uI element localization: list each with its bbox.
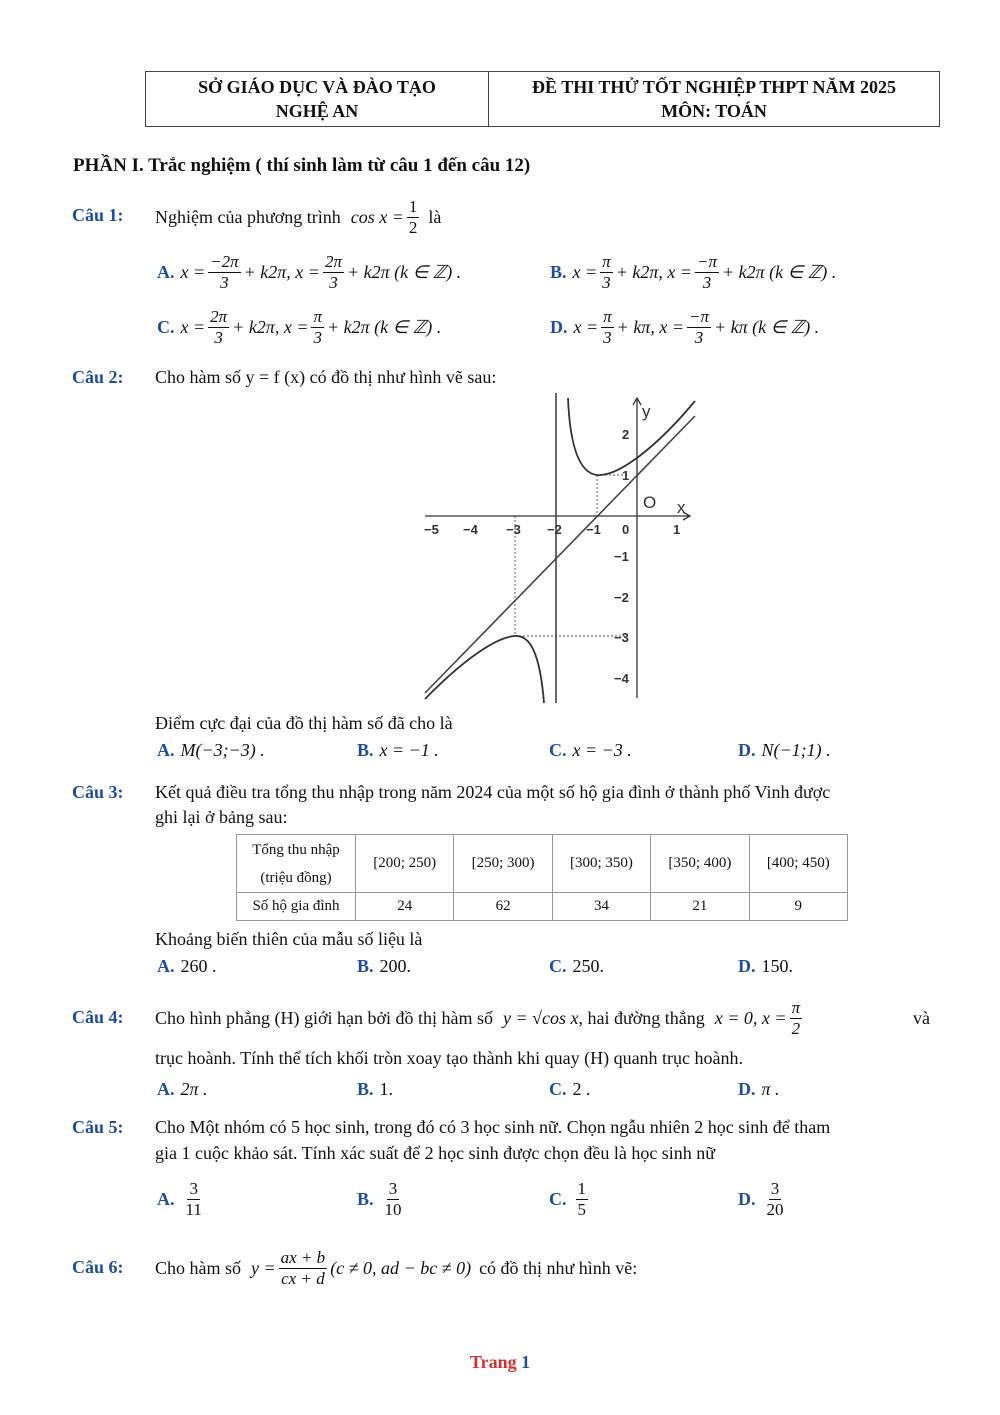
- header-province: NGHỆ AN: [275, 101, 359, 121]
- q2-label: Câu 2:: [72, 367, 124, 387]
- frac-num: 1: [577, 1178, 586, 1198]
- q1-text: Nghiệm của phương trình: [155, 206, 341, 227]
- table-interval: [400; 450): [749, 835, 847, 893]
- option-key: B.: [357, 1188, 374, 1209]
- option-text: 2π .: [180, 1079, 208, 1099]
- option-key: D.: [738, 740, 756, 760]
- frac-den: 2: [791, 1018, 801, 1038]
- q3-option-d[interactable]: [738, 956, 793, 977]
- q2-text: Cho hàm số y = f (x) có đồ thị như hình vẽ sau:: [155, 367, 497, 387]
- option-key: D.: [738, 956, 756, 976]
- frac-den: 20: [766, 1199, 784, 1219]
- q3-line1: Kết quả điều tra tổng thu nhập trong năm 2024 của một số hộ gia đình ở thành phố Vinh được: [155, 782, 831, 802]
- table-cell: 24: [356, 893, 454, 921]
- q1-option-b[interactable]: [550, 247, 836, 297]
- frac-den: 5: [577, 1199, 586, 1219]
- header-left: [146, 72, 489, 126]
- table-interval: [200; 250): [356, 835, 454, 893]
- q3-option-a[interactable]: [157, 956, 217, 977]
- x-tick-label: −5: [424, 522, 439, 537]
- option-text: 1.: [379, 1079, 394, 1099]
- frac-num: −π: [688, 306, 709, 326]
- q2-question: Điểm cực đại của đồ thị hàm số đã cho là: [155, 713, 453, 733]
- q1-option-a[interactable]: [157, 247, 461, 297]
- option-part: + k2π (k ∈ ℤ) .: [721, 261, 837, 282]
- option-key: A.: [157, 261, 175, 282]
- frac-den: 3: [603, 327, 612, 347]
- q4-option-d[interactable]: [738, 1079, 780, 1100]
- frac-num: 2π: [324, 251, 342, 271]
- option-key: A.: [157, 956, 175, 976]
- table-head-label: [237, 835, 356, 893]
- frac-num: ax + b: [280, 1247, 326, 1267]
- x-tick-label: −1: [586, 522, 601, 537]
- frac-den: 3: [602, 272, 611, 292]
- frac-den: 3: [214, 327, 223, 347]
- q4-text: và: [913, 1007, 930, 1028]
- q3-option-c[interactable]: [549, 956, 604, 977]
- section-title: PHẦN I. Trắc nghiệm ( thí sinh làm từ câu 1 đến câu 12): [73, 155, 531, 176]
- frac-den: 3: [694, 327, 704, 347]
- frac-den: 10: [384, 1199, 402, 1219]
- x-tick-label: −3: [506, 522, 521, 537]
- frac-den: 3: [702, 272, 712, 292]
- q4-line2: trục hoành. Tính thể tích khối tròn xoay tạo thành khi quay (H) quanh trục hoành.: [155, 1048, 744, 1068]
- x-tick-label: −4: [463, 522, 478, 537]
- table-row: [237, 893, 848, 921]
- option-fraction: [765, 1179, 786, 1220]
- option-key: B.: [357, 740, 374, 760]
- option-fraction: [601, 307, 614, 348]
- q2-option-d[interactable]: [738, 740, 831, 761]
- y-tick-label: −4: [614, 671, 629, 686]
- table-row-label: Số hộ gia đình: [237, 893, 356, 921]
- option-part: x =: [573, 316, 599, 337]
- option-key: B.: [357, 1079, 374, 1099]
- q4-text: Cho hình phẳng (H) giới hạn bởi đồ thị hàm số: [155, 1007, 494, 1028]
- option-fraction: [600, 252, 613, 293]
- footer-word: Trang: [469, 1352, 517, 1372]
- table-interval: [250; 300): [454, 835, 552, 893]
- option-key: B.: [550, 261, 567, 282]
- option-text: x = −1 .: [379, 740, 439, 760]
- origin-label: O: [643, 493, 657, 512]
- x-tick-label: 1: [673, 522, 681, 537]
- option-part: + kπ, x =: [616, 316, 684, 337]
- q5-option-b[interactable]: [357, 1172, 407, 1226]
- q4-text: , hai đường thẳng: [578, 1007, 705, 1028]
- frac-den: cx + d: [281, 1268, 325, 1288]
- option-part: x =: [572, 261, 598, 282]
- table-cell: 21: [651, 893, 749, 921]
- header-department: SỞ GIÁO DỤC VÀ ĐÀO TẠO: [198, 77, 436, 97]
- option-fraction: [184, 1179, 204, 1220]
- q6-condition: (c ≠ 0, ad − bc ≠ 0): [330, 1257, 472, 1278]
- option-key: C.: [549, 740, 567, 760]
- page-footer: [0, 1352, 1000, 1373]
- option-key: D.: [738, 1079, 756, 1099]
- q3-label: Câu 3:: [72, 782, 124, 802]
- q1-option-c[interactable]: [157, 302, 441, 352]
- q2-option-c[interactable]: [549, 740, 632, 761]
- option-key: D.: [738, 1188, 756, 1209]
- y-tick-label: −3: [614, 630, 629, 645]
- q2-option-b[interactable]: [357, 740, 439, 761]
- frac-num: −π: [696, 251, 717, 271]
- q2-graph: [420, 393, 700, 705]
- frac-den: 3: [220, 272, 229, 292]
- option-part: + k2π, x =: [232, 316, 309, 337]
- frac-num: 2π: [210, 306, 228, 326]
- frac-num: 3: [770, 1178, 780, 1198]
- option-fraction: [576, 1179, 589, 1220]
- option-text: x = −3 .: [572, 740, 632, 760]
- q3-line2: ghi lại ở bảng sau:: [155, 807, 288, 827]
- q4-function: y = √cos x: [503, 1007, 579, 1028]
- exam-header: [145, 71, 940, 127]
- q1-label: Câu 1:: [72, 205, 124, 225]
- q1-fraction: [407, 197, 420, 238]
- frac-num: π: [602, 251, 611, 271]
- q1-frac-den: 2: [408, 217, 418, 237]
- option-key: C.: [549, 1079, 567, 1099]
- table-cell: 9: [749, 893, 847, 921]
- table-cell: 62: [454, 893, 552, 921]
- option-fraction: [311, 307, 324, 348]
- option-part: + k2π (k ∈ ℤ) .: [346, 261, 462, 282]
- option-key: C.: [549, 956, 567, 976]
- q2-option-a[interactable]: [157, 740, 265, 761]
- table-header-row: [237, 835, 848, 893]
- option-fraction: [383, 1179, 404, 1220]
- option-fraction: [695, 252, 719, 293]
- option-key: B.: [357, 956, 374, 976]
- x-tick-label: 0: [622, 522, 630, 537]
- q3-option-b[interactable]: [357, 956, 411, 977]
- q5-option-a[interactable]: [157, 1172, 207, 1226]
- q4-option-c[interactable]: [549, 1079, 591, 1100]
- y-tick-label: −1: [614, 549, 629, 564]
- frac-num: π: [791, 997, 801, 1017]
- y-tick-label: −2: [614, 590, 629, 605]
- frac-num: 3: [189, 1178, 198, 1198]
- option-key: A.: [157, 1079, 175, 1099]
- q3-question: Khoảng biến thiên của mẫu số liệu là: [155, 929, 423, 949]
- option-text: 2 .: [572, 1079, 591, 1099]
- q5-option-c[interactable]: [549, 1172, 591, 1226]
- option-text: π .: [761, 1079, 780, 1099]
- q5-option-d[interactable]: [738, 1172, 789, 1226]
- y-tick-label: 2: [622, 427, 630, 442]
- q4-label: Câu 4:: [72, 1007, 124, 1027]
- table-interval: [300; 350): [552, 835, 650, 893]
- x-tick-label: −2: [547, 522, 562, 537]
- option-key: C.: [157, 316, 175, 337]
- q6-fraction: [279, 1248, 328, 1289]
- option-part: x =: [180, 261, 206, 282]
- q1-option-d[interactable]: [550, 302, 819, 352]
- option-fraction: [323, 252, 344, 293]
- header-subject: MÔN: TOÁN: [661, 101, 767, 121]
- q4-fraction: [790, 998, 803, 1039]
- table-head-line: Tổng thu nhập: [252, 841, 340, 858]
- frac-num: 3: [388, 1178, 398, 1198]
- option-part: x =: [180, 316, 206, 337]
- option-text: 150.: [761, 956, 793, 976]
- option-key: A.: [157, 1188, 175, 1209]
- q1-equation: cos x =: [350, 206, 404, 227]
- option-fraction: [208, 307, 229, 348]
- option-text: 200.: [379, 956, 412, 976]
- frac-num: π: [313, 306, 322, 326]
- option-part: + k2π (k ∈ ℤ) .: [327, 316, 442, 337]
- y-tick-label: 1: [622, 468, 630, 483]
- option-text: 260 .: [180, 956, 217, 976]
- q6-y-eq: y =: [251, 1257, 276, 1278]
- option-text: M(−3;−3) .: [180, 740, 265, 760]
- option-part: + k2π, x =: [243, 261, 320, 282]
- option-part: + k2π, x =: [615, 261, 692, 282]
- q6-text: Cho hàm số: [155, 1257, 242, 1278]
- frac-den: 11: [185, 1199, 202, 1219]
- curve-left-branch: [425, 636, 544, 703]
- oblique-asymptote: [425, 416, 695, 693]
- q6-label: Câu 6:: [72, 1257, 124, 1277]
- option-key: A.: [157, 740, 175, 760]
- header-right: [489, 72, 939, 126]
- q1-frac-num: 1: [408, 196, 418, 216]
- q5-line2: gia 1 cuộc khảo sát. Tính xác suất để 2 học sinh được chọn đều là học sinh nữ: [155, 1143, 716, 1163]
- q4-line1: [155, 993, 930, 1043]
- frac-num: −2π: [210, 251, 239, 271]
- frac-den: 3: [313, 327, 322, 347]
- option-fraction: [208, 252, 241, 293]
- option-key: D.: [550, 316, 568, 337]
- footer-page-number: 1: [521, 1352, 531, 1372]
- q1-stem: [155, 192, 441, 242]
- y-axis-label: y: [642, 402, 651, 421]
- table-interval: [350; 400): [651, 835, 749, 893]
- frac-den: 3: [329, 272, 338, 292]
- q1-text-after: là: [428, 206, 442, 227]
- option-part: + kπ (k ∈ ℤ) .: [713, 316, 820, 337]
- q6-text-after: có đồ thị như hình vẽ:: [479, 1257, 638, 1278]
- q4-option-b[interactable]: [357, 1079, 393, 1100]
- q6-stem: [155, 1240, 637, 1296]
- q4-lines: x = 0, x =: [714, 1007, 787, 1028]
- option-key: C.: [549, 1188, 567, 1209]
- header-exam-title: ĐỀ THI THỬ TỐT NGHIỆP THPT NĂM 2025: [532, 77, 896, 97]
- option-text: 250.: [572, 956, 604, 976]
- table-cell: 34: [552, 893, 650, 921]
- x-axis-label: x: [677, 498, 686, 517]
- q5-line1: Cho Một nhóm có 5 học sinh, trong đó có 3 học sinh nữ. Chọn ngẫu nhiên 2 học sinh để tham: [155, 1117, 831, 1137]
- frac-num: π: [603, 306, 612, 326]
- table-head-line: (triệu đồng): [260, 869, 332, 886]
- option-fraction: [687, 307, 711, 348]
- option-text: N(−1;1) .: [761, 740, 831, 760]
- q5-label: Câu 5:: [72, 1117, 124, 1137]
- q3-table: [236, 834, 848, 921]
- q4-option-a[interactable]: [157, 1079, 208, 1100]
